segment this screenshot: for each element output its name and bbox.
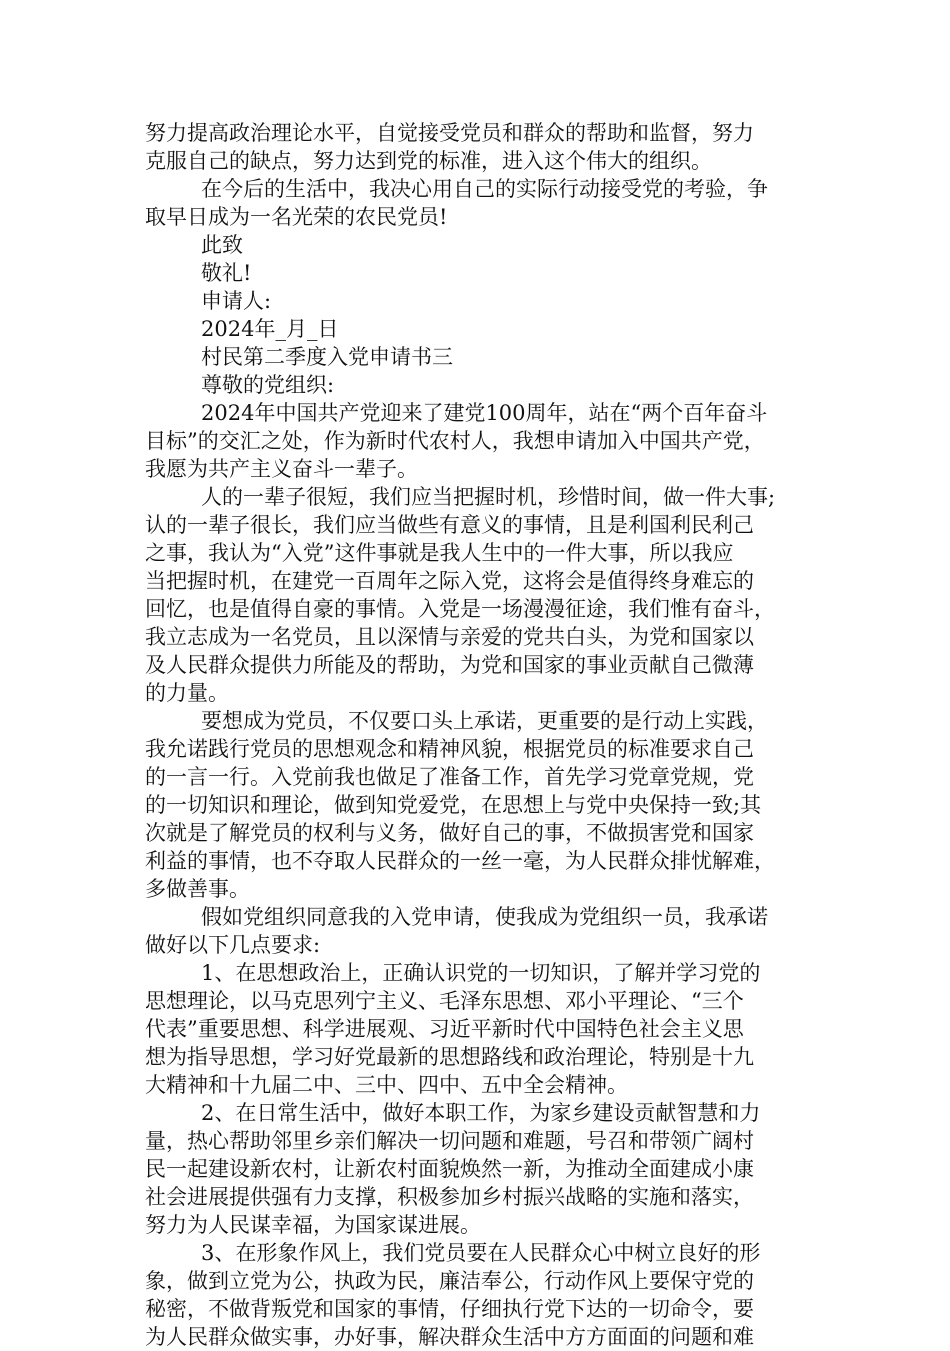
text-line: 代表”重要思想、科学进展观、习近平新时代中国特色社会主义思 (145, 1017, 744, 1041)
text-line: 假如党组织同意我的入党申请，使我成为党组织一员，我承诺 (201, 905, 768, 929)
text-line: 次就是了解党员的权利与义务，做好自己的事，不做损害党和国家 (145, 821, 754, 845)
text-line: 认的一辈子很长，我们应当做些有意义的事情，且是利国利民利己 (145, 513, 754, 537)
text-line: 民一起建设新农村，让新农村面貌焕然一新，为推动全面建成小康 (145, 1157, 754, 1181)
text-line: 之事，我认为“入党”这件事就是我人生中的一件大事，所以我应 (145, 541, 734, 565)
text-line: 我愿为共产主义奋斗一辈子。 (145, 457, 418, 481)
text-line: 当把握时机，在建党一百周年之际入党，这将会是值得终身难忘的 (145, 569, 754, 593)
text-line: 努力为人民谋幸福，为国家谋进展。 (145, 1213, 481, 1237)
text-line: 村民第二季度入党申请书三 (201, 345, 453, 369)
text-line: 人的一辈子很短，我们应当把握时机，珍惜时间，做一件大事; (201, 485, 776, 509)
text-line: 在今后的生活中，我决心用自己的实际行动接受党的考验，争 (201, 177, 768, 201)
text-line: 的一切知识和理论，做到知党爱党，在思想上与党中央保持一致;其 (145, 793, 762, 817)
text-line: 1、在思想政治上，正确认识党的一切知识，了解并学习党的 (201, 961, 761, 985)
text-line: 想为指导思想，学习好党最新的思想路线和政治理论，特别是十九 (145, 1045, 754, 1069)
text-line: 秘密，不做背叛党和国家的事情，仔细执行党下达的一切命令，要 (145, 1297, 754, 1321)
text-line: 我允诺践行党员的思想观念和精神风貌，根据党员的标准要求自己 (145, 737, 754, 761)
text-line: 象，做到立党为公，执政为民，廉洁奉公，行动作风上要保守党的 (145, 1269, 754, 1293)
text-line: 努力提高政治理论水平，自觉接受党员和群众的帮助和监督，努力 (145, 121, 754, 145)
text-line: 克服自己的缺点，努力达到党的标准，进入这个伟大的组织。 (145, 149, 712, 173)
text-line: 2024年_月_日 (201, 317, 339, 341)
text-line: 此致 (201, 233, 243, 257)
text-line: 社会进展提供强有力支撑，积极参加乡村振兴战略的实施和落实， (145, 1185, 754, 1209)
text-line: 我立志成为一名党员，且以深情与亲爱的党共白头，为党和国家以 (145, 625, 754, 649)
text-line: 敬礼! (201, 261, 252, 285)
text-line: 尊敬的党组织: (201, 373, 335, 397)
text-line: 利益的事情，也不夺取人民群众的一丝一毫，为人民群众排忧解难， (145, 849, 775, 873)
text-line: 2、在日常生活中，做好本职工作，为家乡建设贡献智慧和力 (201, 1101, 761, 1125)
text-line: 多做善事。 (145, 877, 250, 901)
text-line: 的力量。 (145, 681, 229, 705)
text-line: 要想成为党员，不仅要口头上承诺，更重要的是行动上实践， (201, 709, 768, 733)
text-line: 做好以下几点要求: (145, 933, 321, 957)
document-body (145, 119, 815, 1351)
text-line: 及人民群众提供力所能及的帮助，为党和国家的事业贡献自己微薄 (145, 653, 754, 677)
text-line: 思想理论，以马克思列宁主义、毛泽东思想、邓小平理论、“三个 (145, 989, 744, 1013)
text-line: 回忆，也是值得自豪的事情。入党是一场漫漫征途，我们惟有奋斗， (145, 597, 775, 621)
text-line: 的一言一行。入党前我也做足了准备工作，首先学习党章党规，党 (145, 765, 754, 789)
text-line: 申请人: (201, 289, 272, 313)
text-line: 大精神和十九届二中、三中、四中、五中全会精神。 (145, 1073, 628, 1097)
text-line: 为人民群众做实事，办好事，解决群众生活中方方面面的问题和难 (145, 1325, 754, 1349)
text-line: 量，热心帮助邻里乡亲们解决一切问题和难题，号召和带领广阔村 (145, 1129, 754, 1153)
text-line: 2024年中国共产党迎来了建党100周年，站在“两个百年奋斗 (201, 401, 768, 425)
text-line: 3、在形象作风上，我们党员要在人民群众心中树立良好的形 (201, 1241, 761, 1265)
text-line: 取早日成为一名光荣的农民党员! (145, 205, 448, 229)
text-line: 目标”的交汇之处，作为新时代农村人，我想申请加入中国共产党， (145, 429, 765, 453)
